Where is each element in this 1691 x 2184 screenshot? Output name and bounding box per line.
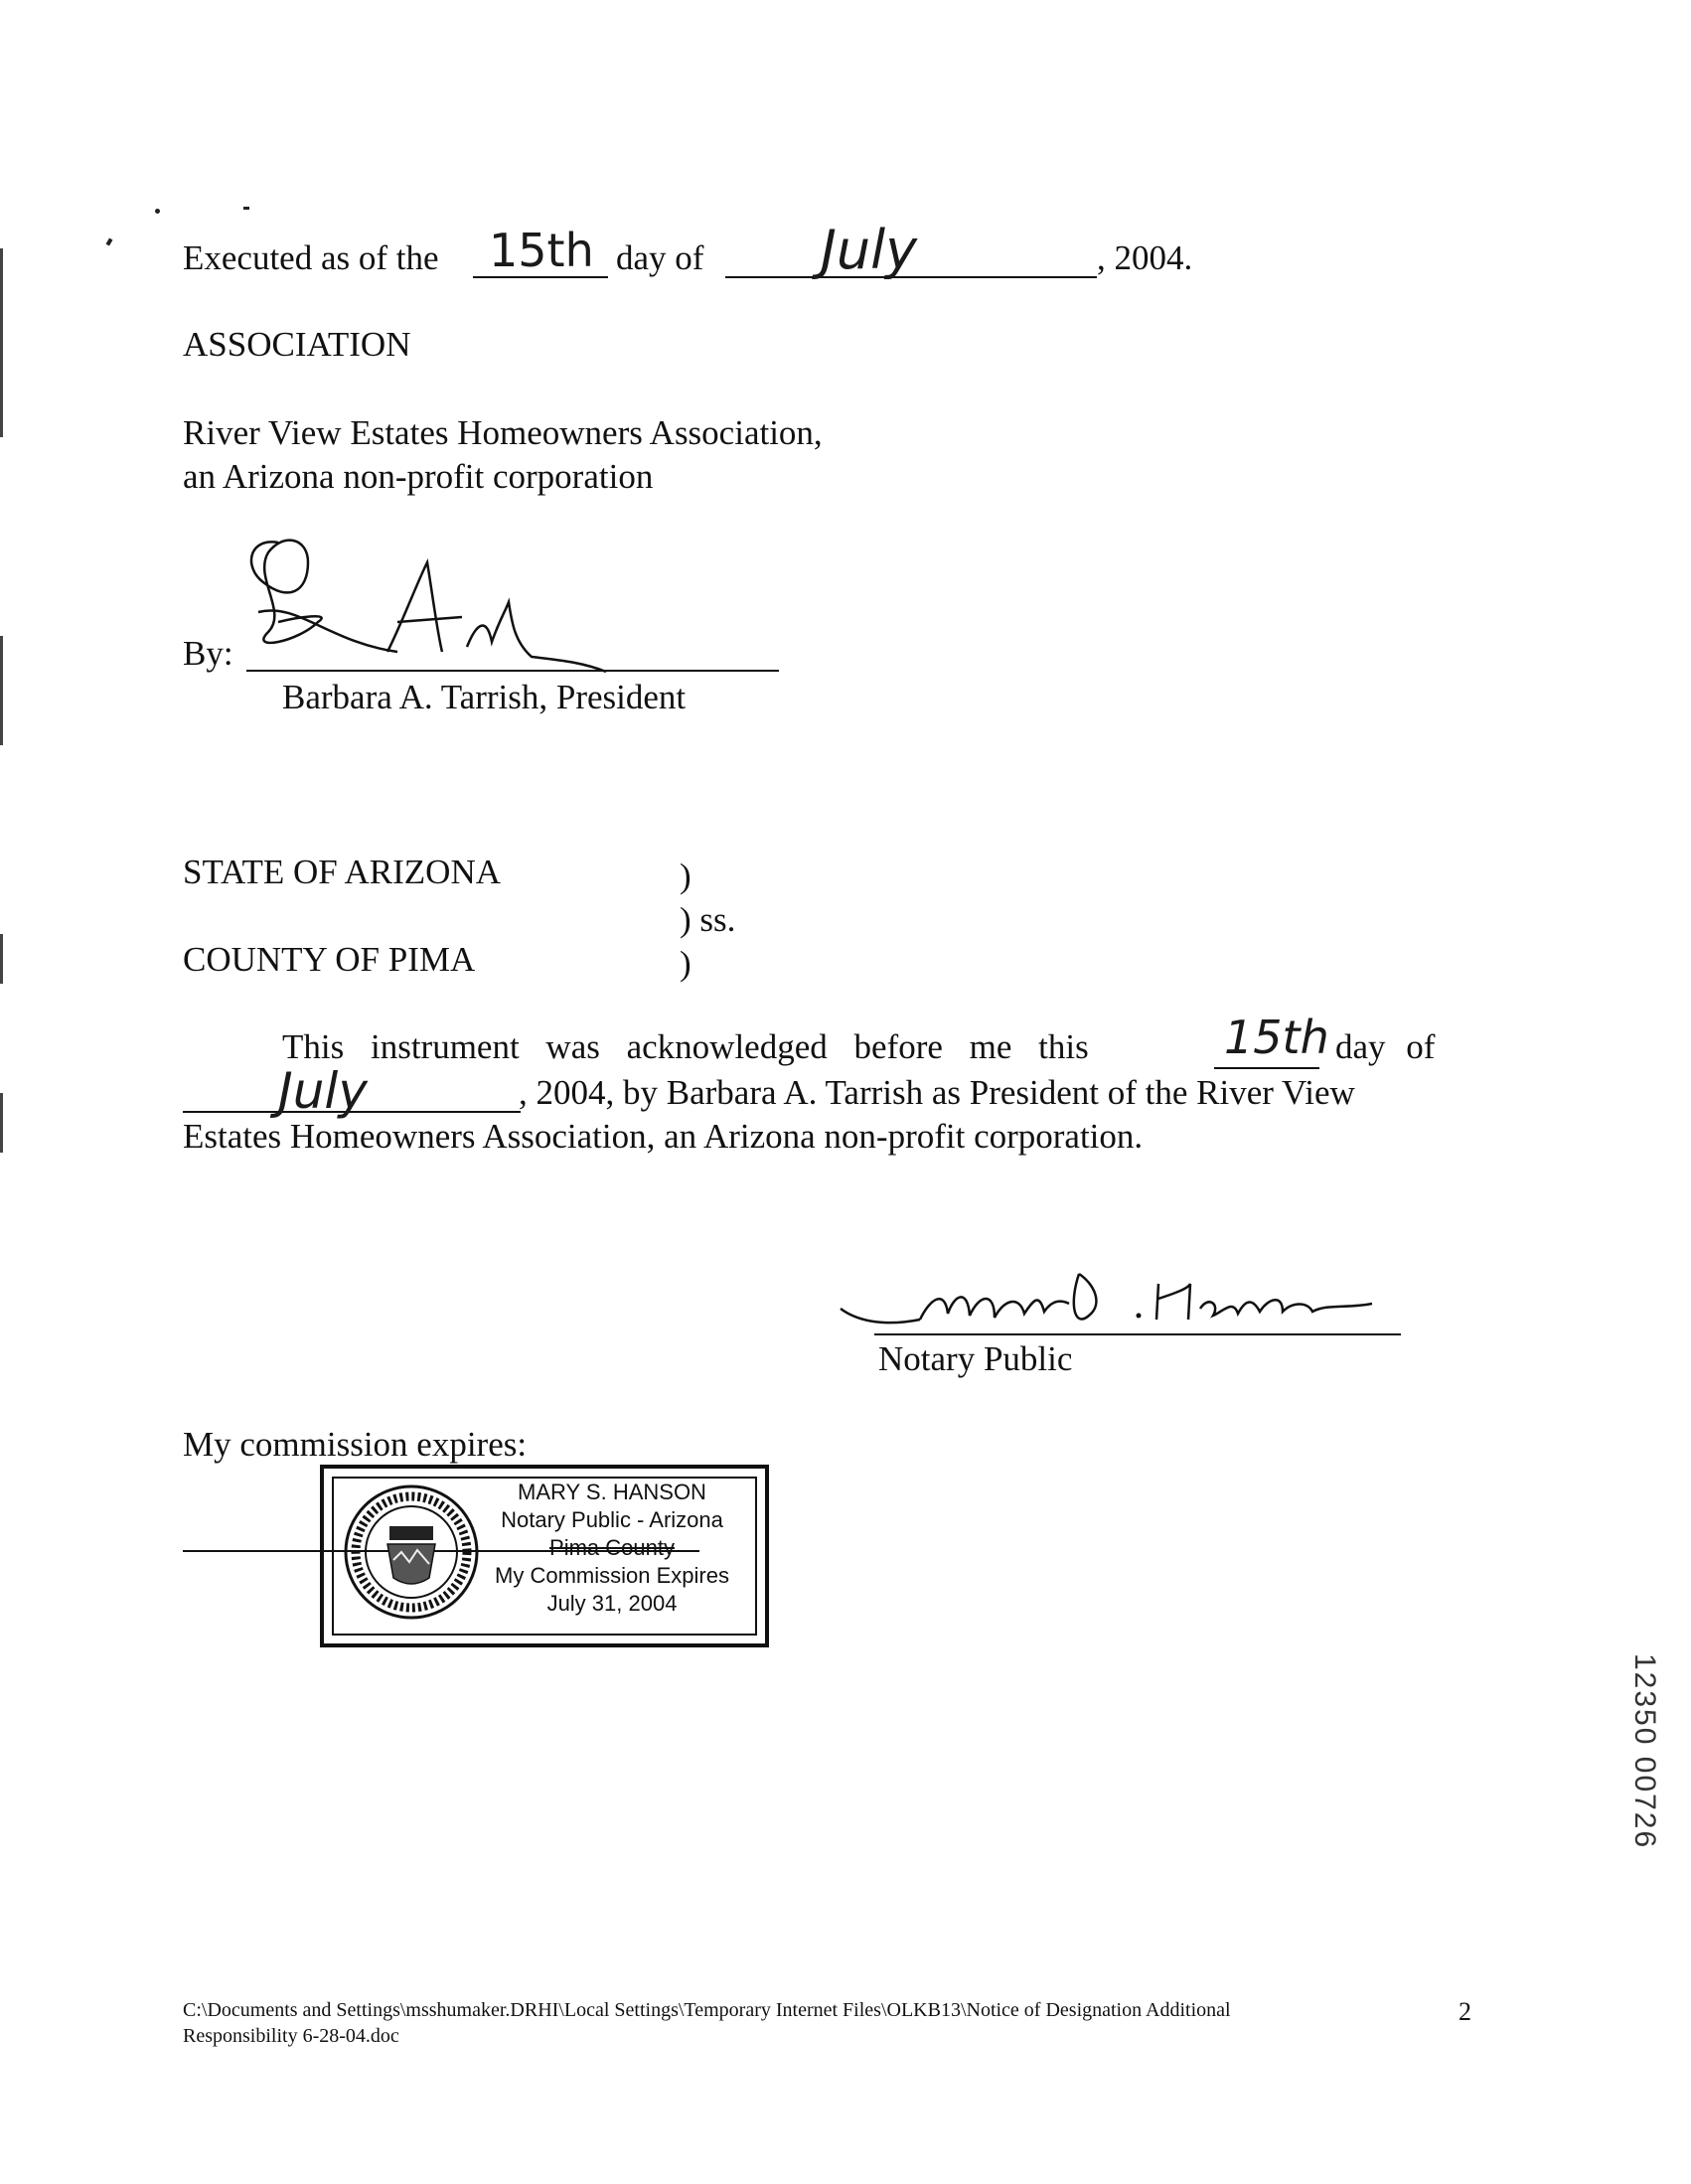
- footer-path-line2: Responsibility 6-28-04.doc: [183, 2025, 399, 2047]
- by-label: By:: [183, 634, 233, 673]
- ack-month-handwritten: July: [278, 1062, 368, 1120]
- stamp-county: Pima County: [549, 1535, 675, 1560]
- ack-day-rule: [1214, 1067, 1319, 1069]
- scan-edge-mark: [0, 1093, 3, 1153]
- ack-line2-text: , 2004, by Barbara A. Tarrish as President of the River View: [519, 1073, 1355, 1112]
- venue-paren-top: ): [680, 857, 692, 895]
- ack-line1-end: day of: [1335, 1027, 1436, 1066]
- venue-paren-bottom: ): [680, 944, 692, 983]
- association-name-line1: River View Estates Homeowners Association,: [183, 413, 823, 452]
- stamp-commission-label: My Commission Expires: [495, 1563, 729, 1588]
- executed-month-handwritten: July: [821, 219, 918, 281]
- notary-signature-rule: [874, 1333, 1401, 1335]
- notary-stamp: [320, 1465, 769, 1647]
- scan-speck: [155, 209, 160, 214]
- executed-year: , 2004.: [1097, 238, 1193, 277]
- commission-label: My commission expires:: [183, 1425, 528, 1464]
- association-name-line2: an Arizona non-profit corporation: [183, 457, 654, 496]
- scan-edge-mark: [0, 248, 3, 437]
- notary-label: Notary Public: [878, 1339, 1073, 1378]
- signatory-name: Barbara A. Tarrish, President: [282, 678, 687, 716]
- scan-edge-mark: [0, 636, 3, 745]
- stamp-expiry-date: July 31, 2004: [546, 1591, 678, 1616]
- by-signature-rule: [246, 670, 779, 672]
- scan-speck: [106, 237, 113, 245]
- executed-day-handwritten: 15th: [489, 224, 594, 277]
- signature-tarrish: [238, 523, 656, 682]
- side-number-text: 12350 00726: [1628, 1653, 1661, 1850]
- county-line: COUNTY OF PIMA: [183, 940, 476, 979]
- state-line: STATE OF ARIZONA: [183, 853, 501, 891]
- association-heading: ASSOCIATION: [183, 325, 411, 364]
- ack-line1-main: This instrument was acknowledged before me this: [282, 1027, 1089, 1066]
- scan-speck: [243, 207, 249, 210]
- footer-path-line1: C:\Documents and Settings\msshumaker.DRHI\Local Settings\Temporary Internet Files\OLKB13\Notice of Designation Additional: [183, 1999, 1231, 2021]
- ack-line1-text: [282, 1027, 1196, 1067]
- venue-ss: ) ss.: [680, 900, 736, 939]
- stamp-name: MARY S. HANSON: [518, 1480, 706, 1504]
- notary-stamp-text: [473, 1479, 751, 1618]
- executed-prefix: Executed as of the: [183, 238, 439, 277]
- page-number: 2: [1459, 1997, 1471, 2026]
- stamp-title: Notary Public - Arizona: [501, 1507, 723, 1532]
- side-bates-number: [1628, 1602, 1661, 1875]
- ack-day-handwritten: 15th: [1224, 1011, 1329, 1064]
- scan-edge-mark: [0, 934, 3, 984]
- arizona-seal-icon: [342, 1482, 481, 1622]
- ack-line3-text: Estates Homeowners Association, an Arizona non-profit corporation.: [183, 1117, 1144, 1156]
- executed-day-of: day of: [616, 238, 704, 277]
- signature-hanson: [831, 1254, 1407, 1343]
